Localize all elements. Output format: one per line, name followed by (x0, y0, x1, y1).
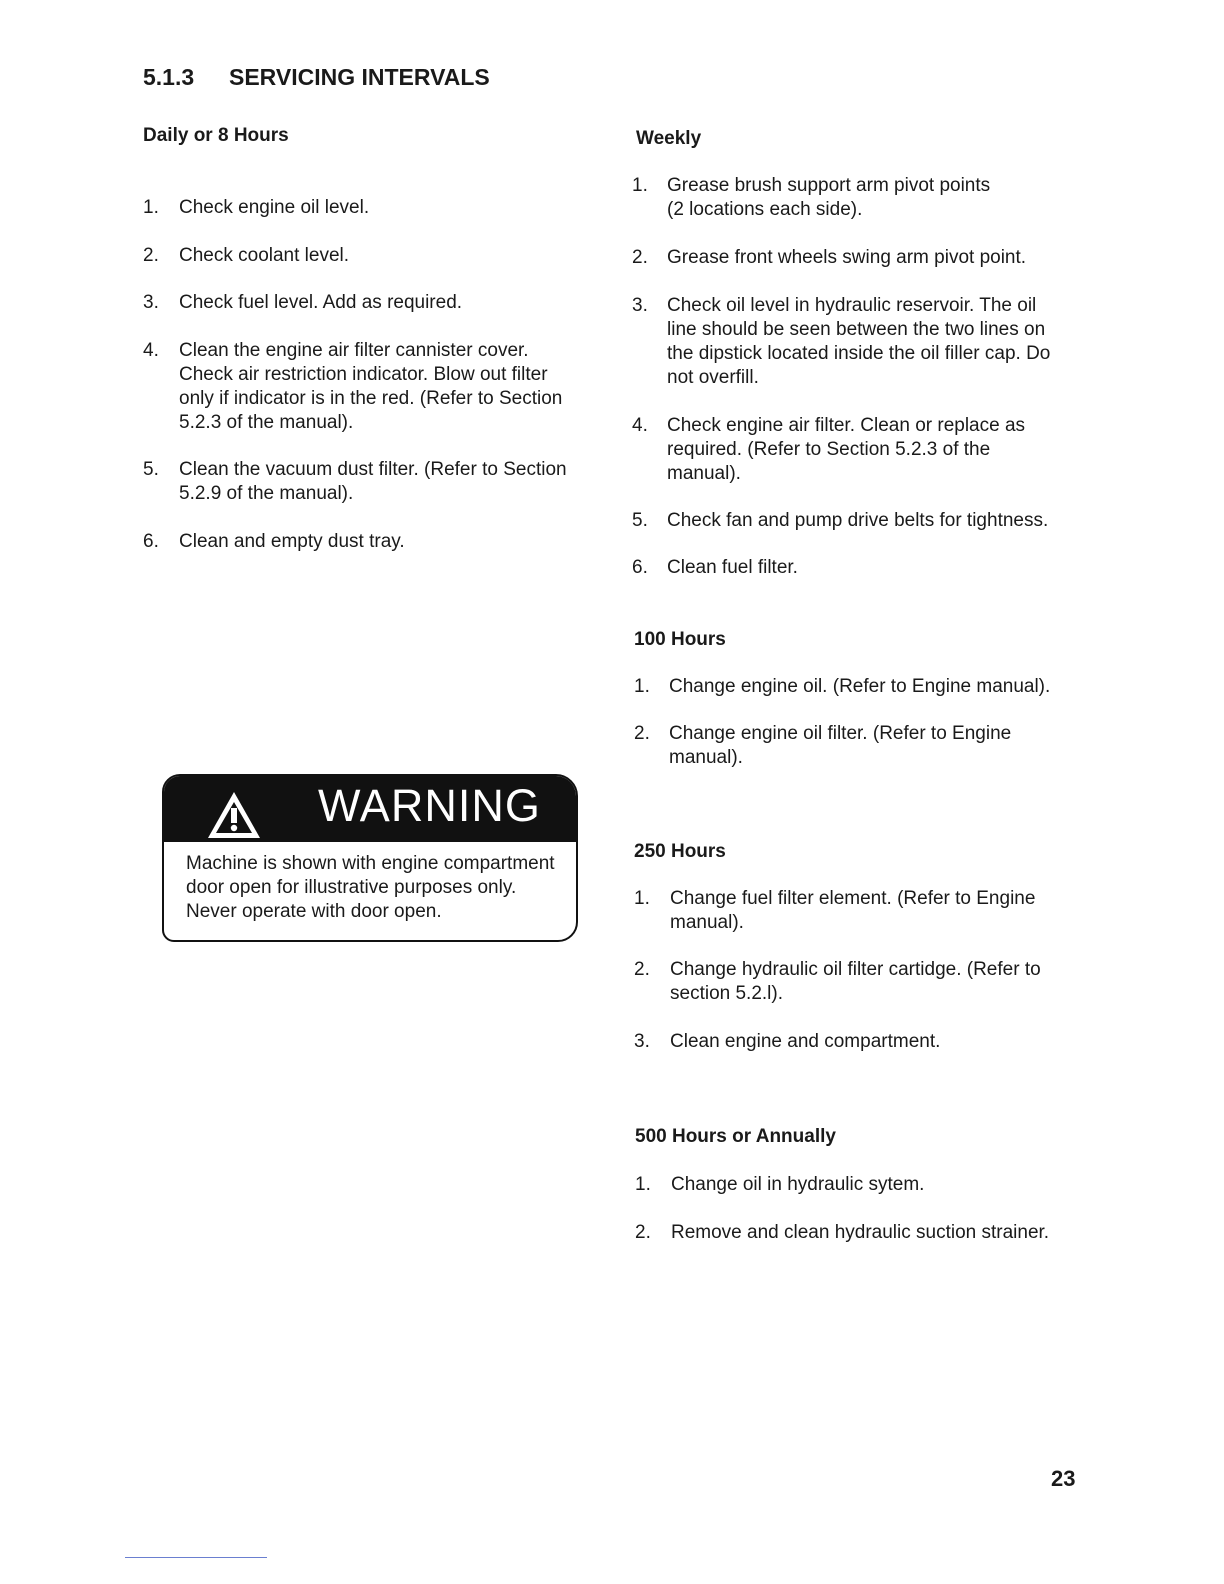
hours-250-item-1: 1. Change fuel filter element. (Refer to Engine manual). (634, 888, 1036, 933)
page-number: 23 (1051, 1466, 1076, 1491)
warning-text-line-2: door open for illustrative purposes only. (186, 877, 517, 898)
divider (125, 1557, 267, 1558)
daily-heading: Daily or 8 Hours (143, 125, 289, 146)
warning-title: WARNING (318, 780, 541, 831)
weekly-item-3: 3. Check oil level in hydraulic reservoir. The oil line should be seen between the two lines on the dipstick located inside the oil filler cap. Do not overfill. (632, 295, 1051, 388)
weekly-heading: Weekly (636, 128, 702, 149)
weekly-item-4: 4. Check engine air filter. Clean or replace as required. (Refer to Section 5.2.3 of the manual). (632, 415, 1026, 484)
hours-500-heading: 500 Hours or Annually (635, 1126, 836, 1147)
daily-item-5: 5. Clean the vacuum dust filter. (Refer to Section 5.2.9 of the manual). (143, 459, 567, 504)
section-heading (143, 64, 490, 91)
hours-250-item-2: 2. Change hydraulic oil filter cartidge. (Refer to section 5.2.l). (634, 959, 1041, 1004)
hours-100-item-2: 2. Change engine oil filter. (Refer to Engine manual). (634, 723, 1012, 768)
hours-250-heading: 250 Hours (634, 841, 726, 862)
warning-text-line-1: Machine is shown with engine compartment (186, 853, 555, 874)
warning-header-band (164, 776, 576, 842)
weekly-item-1: 1. Grease brush support arm pivot points (2 locations each side). (632, 175, 991, 220)
warning-text-line-3: Never operate with door open. (186, 901, 442, 922)
section-number: 5.1.3 (143, 64, 195, 90)
daily-item-4: 4. Clean the engine air filter cannister cover. Check air restriction indicator. Blow out filter only if indicator is in the red. (Refer to Section 5.2.3 of the manual). (143, 340, 563, 433)
section-title: SERVICING INTERVALS (229, 64, 490, 90)
warning-box (162, 774, 578, 942)
hours-100-heading: 100 Hours (634, 629, 726, 650)
warning-triangle-icon (206, 790, 262, 840)
